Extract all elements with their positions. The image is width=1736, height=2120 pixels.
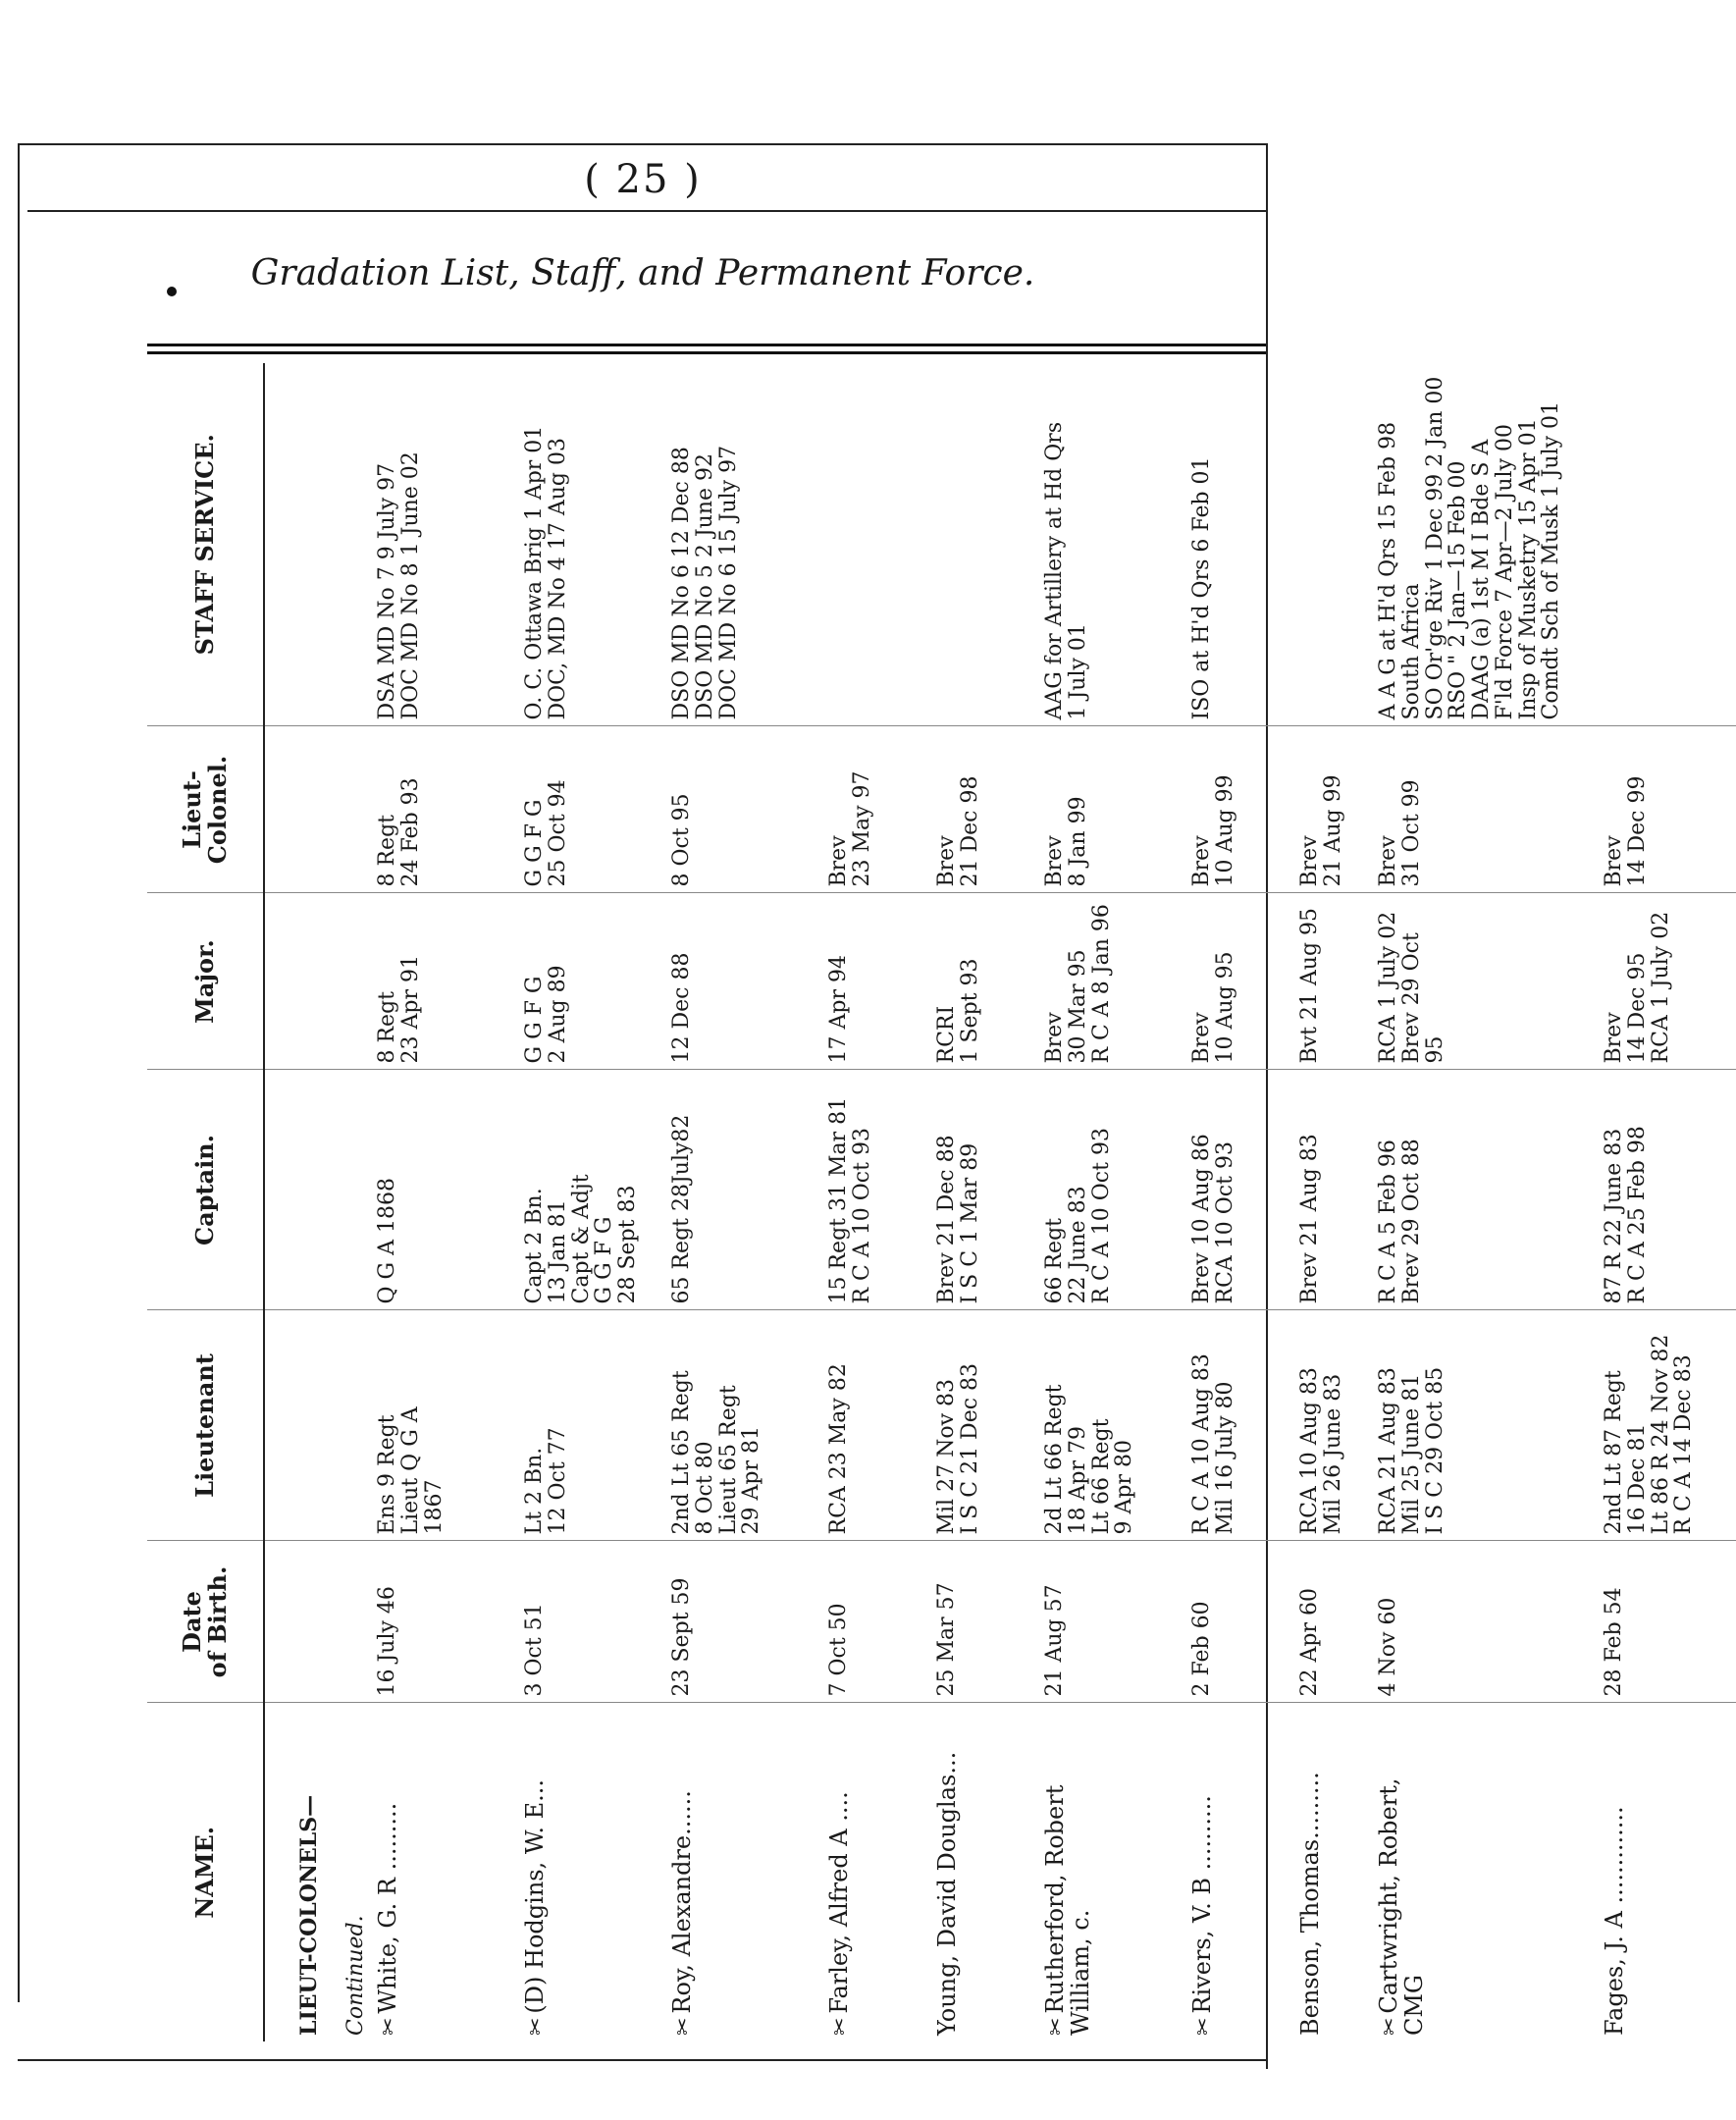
section-title: LIEUT-COLONELS— <box>295 1794 322 2036</box>
crossed-swords-icon: ✂ <box>671 2017 696 2036</box>
cell-name <box>931 1703 1039 2041</box>
column-header-major: Major. <box>147 893 264 1070</box>
table-row <box>372 363 519 2041</box>
cell-dob: 23 Sept 59 <box>666 1541 823 1703</box>
cell-lt-colonel: Brev 8 Jan 99 <box>1039 726 1186 893</box>
cell-name <box>519 1703 666 2041</box>
top-rule <box>18 143 1268 145</box>
cell-captain: Q G A 1868 <box>372 1070 519 1310</box>
table-row <box>1186 363 1294 2041</box>
gradation-table-rotated <box>147 363 1697 2041</box>
cell-dob: 22 Apr 60 <box>1294 1541 1373 1703</box>
cell-lieutenant: RCA 10 Aug 83 Mil 26 June 83 <box>1294 1310 1373 1541</box>
column-header-lt-colonel: Lieut- Colonel. <box>147 726 264 893</box>
table-row <box>519 363 666 2041</box>
cell-dob: 16 July 46 <box>372 1541 519 1703</box>
cell-major: Bvt 21 Aug 95 <box>1294 893 1373 1070</box>
cell-lieutenant: Ens 9 Regt Lieut Q G A 1867 <box>372 1310 519 1541</box>
cell-captain: 65 Regt 28July82 <box>666 1070 823 1310</box>
table-row <box>823 363 931 2041</box>
officer-name: (D) Hodgins, W. E... <box>521 1779 549 2014</box>
officer-name: Young, David Douglas... <box>933 1751 961 2036</box>
officer-name: Rutherford, Robert William, c. <box>1041 1784 1094 2036</box>
column-header-lieutenant: Lieutenant <box>147 1310 264 1541</box>
cell-name <box>823 1703 931 2041</box>
cell-captain: Capt 2 Bn. 13 Jan 81 Capt & Adjt G G F G 28 Sept 83 <box>519 1070 666 1310</box>
cell-lt-colonel: 8 Oct 95 <box>666 726 823 893</box>
cell-staff-service: AAG for Artillery at Hd Qrs 1 July 01 <box>1039 363 1186 726</box>
cell-major: RCRI 1 Sept 93 <box>931 893 1039 1070</box>
cell-major: G G F G 2 Aug 89 <box>519 893 666 1070</box>
cell-captain: 66 Regt 22 June 83 R C A 10 Oct 93 <box>1039 1070 1186 1310</box>
officer-name: Benson, Thomas......... <box>1296 1772 1324 2036</box>
cell-name <box>666 1703 823 2041</box>
cell-lt-colonel: Brev 31 Oct 99 <box>1373 726 1599 893</box>
table-row <box>931 363 1039 2041</box>
cell-major: Brev 30 Mar 95 R C A 8 Jan 96 <box>1039 893 1186 1070</box>
crossed-swords-icon: ✂ <box>524 2017 549 2036</box>
section-label <box>264 1703 372 2041</box>
cell-lieutenant: RCA 21 Aug 83 Mil 25 June 81 I S C 29 Oct 85 <box>1373 1310 1599 1541</box>
officer-name: Roy, Alexandre...... <box>668 1790 696 2014</box>
double-rule-upper <box>147 344 1266 346</box>
cell-lieutenant: 2d Lt 66 Regt 18 Apr 79 Lt 66 Regt 9 Apr 80 <box>1039 1310 1186 1541</box>
column-header-staff-service: STAFF SERVICE. <box>147 363 264 726</box>
cell-dob: 2 Feb 60 <box>1186 1541 1294 1703</box>
cell-staff-service: A A G at H'd Qrs 15 Feb 98 South Africa SO Or'ge Riv 1 Dec 99 2 Jan 00 RSO " 2 Jan—15 Feb 00 DAAG (a) 1st M I Bde S A F'ld Force 7 Apr—2 July 00 Insp of Musketry 15 Apr 01 Comdt Sch of Musk 1 July 01 <box>1373 363 1599 726</box>
cell-staff-service: DSO MD No 6 12 Dec 88 DSO MD No 5 2 June 92 DOC MD No 6 15 July 97 <box>666 363 823 726</box>
column-header-dob: Date of Birth. <box>147 1541 264 1703</box>
cell-lt-colonel: Brev 23 May 97 <box>823 726 931 893</box>
cell-captain: Brev 21 Dec 88 I S C 1 Mar 89 <box>931 1070 1039 1310</box>
bottom-rule <box>18 2059 1268 2061</box>
gradation-table <box>147 363 1736 2041</box>
cell-lt-colonel: 8 Regt 24 Feb 93 <box>372 726 519 893</box>
cell-name <box>1373 1703 1599 2041</box>
crossed-swords-icon: ✂ <box>377 2017 401 2036</box>
cell-lieutenant: Mil 27 Nov 83 I S C 21 Dec 83 <box>931 1310 1039 1541</box>
cell-lieutenant: 2nd Lt 65 Regt 8 Oct 80 Lieut 65 Regt 29 Apr 81 <box>666 1310 823 1541</box>
cell-major: RCA 1 July 02 Brev 29 Oct 95 <box>1373 893 1599 1070</box>
cell-captain: Brev 21 Aug 83 <box>1294 1070 1373 1310</box>
cell-staff-service <box>823 363 931 726</box>
cell-lieutenant: Lt 2 Bn. 12 Oct 77 <box>519 1310 666 1541</box>
officer-name: Rivers, V. B .......... <box>1188 1795 1216 2014</box>
table-row <box>1294 363 1373 2041</box>
cell-lt-colonel: Brev 14 Dec 99 <box>1599 726 1736 893</box>
cell-major: Brev 14 Dec 95 RCA 1 July 02 <box>1599 893 1736 1070</box>
column-header-name: NAME. <box>147 1703 264 2041</box>
officer-name: Cartwright, Robert, CMG <box>1375 1777 1428 2036</box>
cell-lt-colonel: Brev 10 Aug 99 <box>1186 726 1294 893</box>
cell-dob: 7 Oct 50 <box>823 1541 931 1703</box>
cell-major: 8 Regt 23 Apr 91 <box>372 893 519 1070</box>
table-row <box>1373 363 1599 2041</box>
crossed-swords-icon: ✂ <box>1378 2017 1402 2036</box>
double-rule-lower <box>147 351 1266 354</box>
cell-dob: 21 Aug 57 <box>1039 1541 1186 1703</box>
cell-dob: 4 Nov 60 <box>1373 1541 1599 1703</box>
section-row <box>264 363 372 2041</box>
table-header-row <box>147 363 264 2041</box>
cell-dob: 25 Mar 57 <box>931 1541 1039 1703</box>
cell-lieutenant: R C A 10 Aug 83 Mil 16 July 80 <box>1186 1310 1294 1541</box>
cell-lt-colonel: Brev 21 Dec 98 <box>931 726 1039 893</box>
section-subtitle: Continued. <box>343 1915 369 2036</box>
table-row <box>1599 363 1736 2041</box>
cell-staff-service: O. C. Ottawa Brig 1 Apr 01 DOC, MD No 4 17 Aug 03 <box>519 363 666 726</box>
officer-name: Fages, J. A ............. <box>1601 1806 1628 2036</box>
cell-staff-service <box>931 363 1039 726</box>
page-number: ( 25 ) <box>584 157 702 202</box>
table-row <box>1039 363 1186 2041</box>
crossed-swords-icon: ✂ <box>1191 2017 1216 2036</box>
cell-captain: Brev 10 Aug 86 RCA 10 Oct 93 <box>1186 1070 1294 1310</box>
cell-dob: 28 Feb 54 <box>1599 1541 1736 1703</box>
crossed-swords-icon: ✂ <box>828 2017 853 2036</box>
cell-staff-service: ISO at H'd Qrs 6 Feb 01 <box>1186 363 1294 726</box>
cell-captain: 87 R 22 June 83 R C A 25 Feb 98 <box>1599 1070 1736 1310</box>
officer-name: White, G. R ......... <box>374 1802 401 2014</box>
cell-lt-colonel: G G F G 25 Oct 94 <box>519 726 666 893</box>
cell-staff-service: DSA MD No 7 9 July 97 DOC MD No 8 1 June 02 <box>372 363 519 726</box>
cell-major: 17 Apr 94 <box>823 893 931 1070</box>
page-title: Gradation List, Staff, and Permanent Force. <box>250 253 1035 293</box>
cell-major: Brev 10 Aug 95 <box>1186 893 1294 1070</box>
officer-name: Farley, Alfred A .... <box>825 1791 853 2014</box>
column-header-captain: Captain. <box>147 1070 264 1310</box>
cell-name <box>1039 1703 1186 2041</box>
crossed-swords-icon: ✂ <box>1044 2017 1069 2036</box>
cell-name <box>1186 1703 1294 2041</box>
cell-staff-service <box>1599 363 1736 726</box>
cell-staff-service <box>1294 363 1373 726</box>
cell-captain: 15 Regt 31 Mar 81 R C A 10 Oct 93 <box>823 1070 931 1310</box>
cell-captain: R C A 5 Feb 96 Brev 29 Oct 88 <box>1373 1070 1599 1310</box>
cell-major: 12 Dec 88 <box>666 893 823 1070</box>
page-frame-left <box>18 145 20 2002</box>
header-rule <box>27 210 1266 212</box>
cell-name <box>1599 1703 1736 2041</box>
table-row <box>666 363 823 2041</box>
cell-name <box>1294 1703 1373 2041</box>
cell-dob: 3 Oct 51 <box>519 1541 666 1703</box>
cell-lieutenant: RCA 23 May 82 <box>823 1310 931 1541</box>
cell-lieutenant: 2nd Lt 87 Regt 16 Dec 81 Lt 86 R 24 Nov 82 R C A 14 Dec 83 <box>1599 1310 1736 1541</box>
cell-lt-colonel: Brev 21 Aug 99 <box>1294 726 1373 893</box>
cell-name <box>372 1703 519 2041</box>
